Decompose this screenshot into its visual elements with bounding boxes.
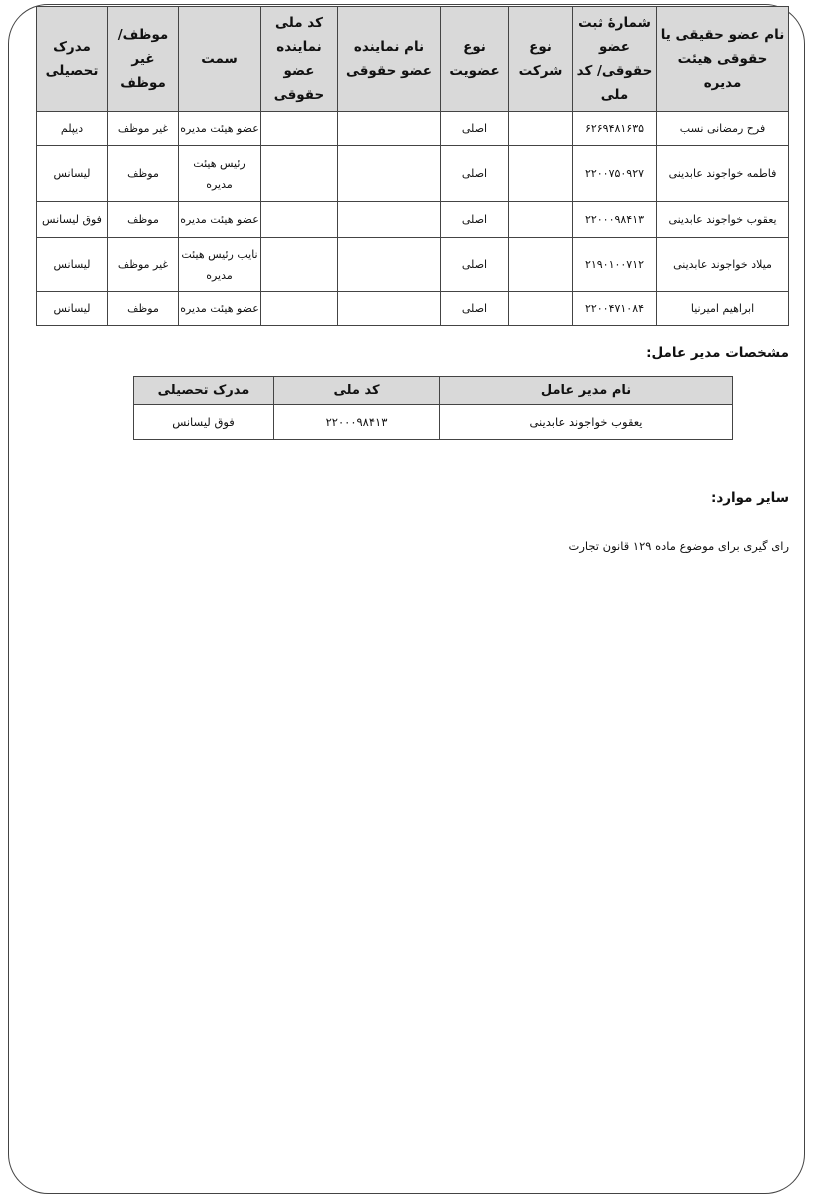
table-row — [37, 202, 789, 238]
cell-position: رئیس هیئت مدیره — [179, 146, 261, 202]
header-representative-id: کد ملی نماینده عضو حقوقی — [261, 7, 338, 112]
header-manager-degree: مدرک تحصیلی — [134, 377, 274, 405]
cell-company-type — [509, 202, 573, 238]
cell-manager-id: ۲۲۰۰۰۹۸۴۱۳ — [274, 405, 440, 440]
cell-position: عضو هیئت مدیره — [179, 292, 261, 326]
cell-representative-id — [261, 238, 338, 292]
other-section-title: سایر موارد: — [710, 490, 789, 506]
cell-member-name: یعقوب خواجوند عابدینی — [657, 202, 789, 238]
table-row — [37, 112, 789, 146]
cell-membership-type: اصلی — [441, 112, 509, 146]
cell-registration-id: ۶۲۶۹۴۸۱۶۳۵ — [573, 112, 657, 146]
cell-manager-degree: فوق لیسانس — [134, 405, 274, 440]
table-header-row — [37, 7, 789, 112]
cell-representative-name — [338, 238, 441, 292]
cell-degree: لیسانس — [37, 238, 108, 292]
cell-duty-status: موظف — [108, 292, 179, 326]
header-company-type: نوع شرکت — [509, 7, 573, 112]
table-row — [134, 405, 733, 440]
cell-degree: لیسانس — [37, 146, 108, 202]
manager-header-row — [134, 377, 733, 405]
cell-representative-name — [338, 112, 441, 146]
header-manager-id: کد ملی — [274, 377, 440, 405]
cell-membership-type: اصلی — [441, 146, 509, 202]
cell-membership-type: اصلی — [441, 292, 509, 326]
cell-duty-status: موظف — [108, 202, 179, 238]
cell-registration-id: ۲۲۰۰۴۷۱۰۸۴ — [573, 292, 657, 326]
cell-degree: فوق لیسانس — [37, 202, 108, 238]
cell-representative-id — [261, 112, 338, 146]
cell-degree: دیپلم — [37, 112, 108, 146]
header-membership-type: نوع عضویت — [441, 7, 509, 112]
header-duty-status: موظف/غیر موظف — [108, 7, 179, 112]
cell-company-type — [509, 292, 573, 326]
cell-position: عضو هیئت مدیره — [179, 202, 261, 238]
header-representative-name: نام نماینده عضو حقوقی — [338, 7, 441, 112]
cell-membership-type: اصلی — [441, 238, 509, 292]
header-degree: مدرک تحصیلی — [37, 7, 108, 112]
cell-representative-id — [261, 202, 338, 238]
table-row — [37, 238, 789, 292]
other-text: رای گیری برای موضوع ماده ۱۲۹ قانون تجارت — [568, 539, 789, 553]
cell-company-type — [509, 238, 573, 292]
cell-registration-id: ۲۱۹۰۱۰۰۷۱۲ — [573, 238, 657, 292]
cell-representative-name — [338, 146, 441, 202]
cell-representative-name — [338, 292, 441, 326]
table-row — [37, 146, 789, 202]
cell-duty-status: موظف — [108, 146, 179, 202]
cell-position: عضو هیئت مدیره — [179, 112, 261, 146]
cell-representative-id — [261, 292, 338, 326]
cell-manager-name: یعقوب خواجوند عابدینی — [440, 405, 733, 440]
cell-degree: لیسانس — [37, 292, 108, 326]
table-row — [37, 292, 789, 326]
cell-duty-status: غیر موظف — [108, 112, 179, 146]
cell-company-type — [509, 146, 573, 202]
cell-company-type — [509, 112, 573, 146]
header-registration-id: شمارهٔ ثبت عضو حقوقی/ کد ملی — [573, 7, 657, 112]
cell-representative-name — [338, 202, 441, 238]
cell-member-name: میلاد خواجوند عابدینی — [657, 238, 789, 292]
cell-representative-id — [261, 146, 338, 202]
cell-member-name: فرح رمضانی نسب — [657, 112, 789, 146]
header-member-name: نام عضو حقیقی یا حقوقی هیئت مدیره — [657, 7, 789, 112]
header-manager-name: نام مدیر عامل — [440, 377, 733, 405]
cell-registration-id: ۲۲۰۰۰۹۸۴۱۳ — [573, 202, 657, 238]
cell-membership-type: اصلی — [441, 202, 509, 238]
cell-position: نایب رئیس هیئت مدیره — [179, 238, 261, 292]
cell-registration-id: ۲۲۰۰۷۵۰۹۲۷ — [573, 146, 657, 202]
header-position: سمت — [179, 7, 261, 112]
cell-member-name: فاطمه خواجوند عابدینی — [657, 146, 789, 202]
board-members-table — [36, 6, 789, 326]
manager-section-title: مشخصات مدیر عامل: — [646, 345, 789, 361]
cell-member-name: ابراهیم امیرنیا — [657, 292, 789, 326]
cell-duty-status: غیر موظف — [108, 238, 179, 292]
manager-table — [133, 376, 733, 440]
